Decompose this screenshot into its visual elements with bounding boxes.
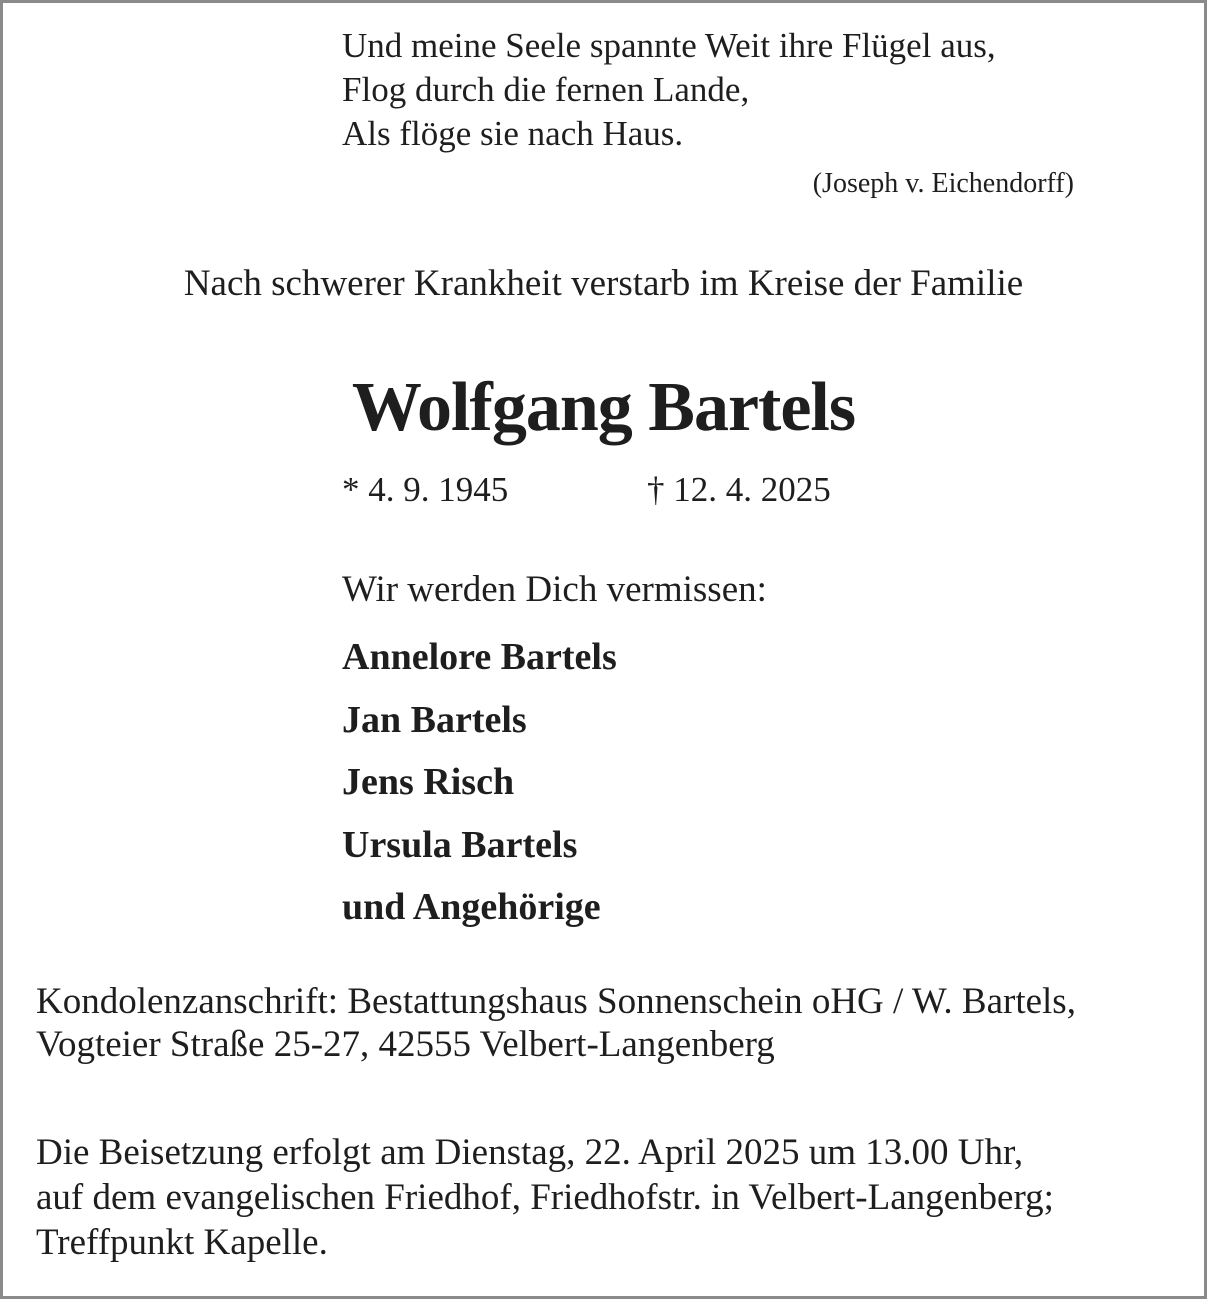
burial-line: auf dem evangelischen Friedhof, Friedhofstr. in Velbert-Langenberg; [36, 1177, 1054, 1218]
mourner-name: und Angehörige [342, 886, 601, 928]
burial-line: Die Beisetzung erfolgt am Dienstag, 22. April 2025 um 13.00 Uhr, [36, 1132, 1024, 1173]
mourning-heading: Wir werden Dich vermissen: [342, 569, 767, 610]
poem-line: Und meine Seele spannte Weit ihre Flügel aus, [342, 26, 996, 65]
mourner-name: Jan Bartels [342, 698, 527, 741]
burial-info [36, 1130, 1054, 1265]
condolence-address [36, 980, 1076, 1066]
deceased-name: Wolfgang Bartels [351, 369, 856, 446]
poem-author: (Joseph v. Eichendorff) [812, 168, 1074, 199]
poem-line: Flog durch die fernen Lande, [342, 70, 750, 109]
condolence-line: Kondolenzanschrift: Bestattungshaus Sonnenschein oHG / W. Bartels, [36, 981, 1076, 1022]
poem [342, 24, 996, 156]
mourner-name: Annelore Bartels [342, 636, 617, 678]
intro-text: Nach schwerer Krankheit verstarb im Kreise der Familie [183, 263, 1024, 304]
poem-line: Als flöge sie nach Haus. [342, 114, 684, 153]
mourner-list [342, 626, 617, 939]
mourner-name: Jens Risch [342, 761, 515, 803]
death-date: † 12. 4. 2025 [647, 470, 831, 509]
burial-line: Treffpunkt Kapelle. [36, 1222, 328, 1263]
mourner-name: Ursula Bartels [342, 823, 578, 866]
condolence-line: Vogteier Straße 25-27, 42555 Velbert-Langenberg [36, 1024, 775, 1065]
birth-date: * 4. 9. 1945 [342, 470, 509, 509]
